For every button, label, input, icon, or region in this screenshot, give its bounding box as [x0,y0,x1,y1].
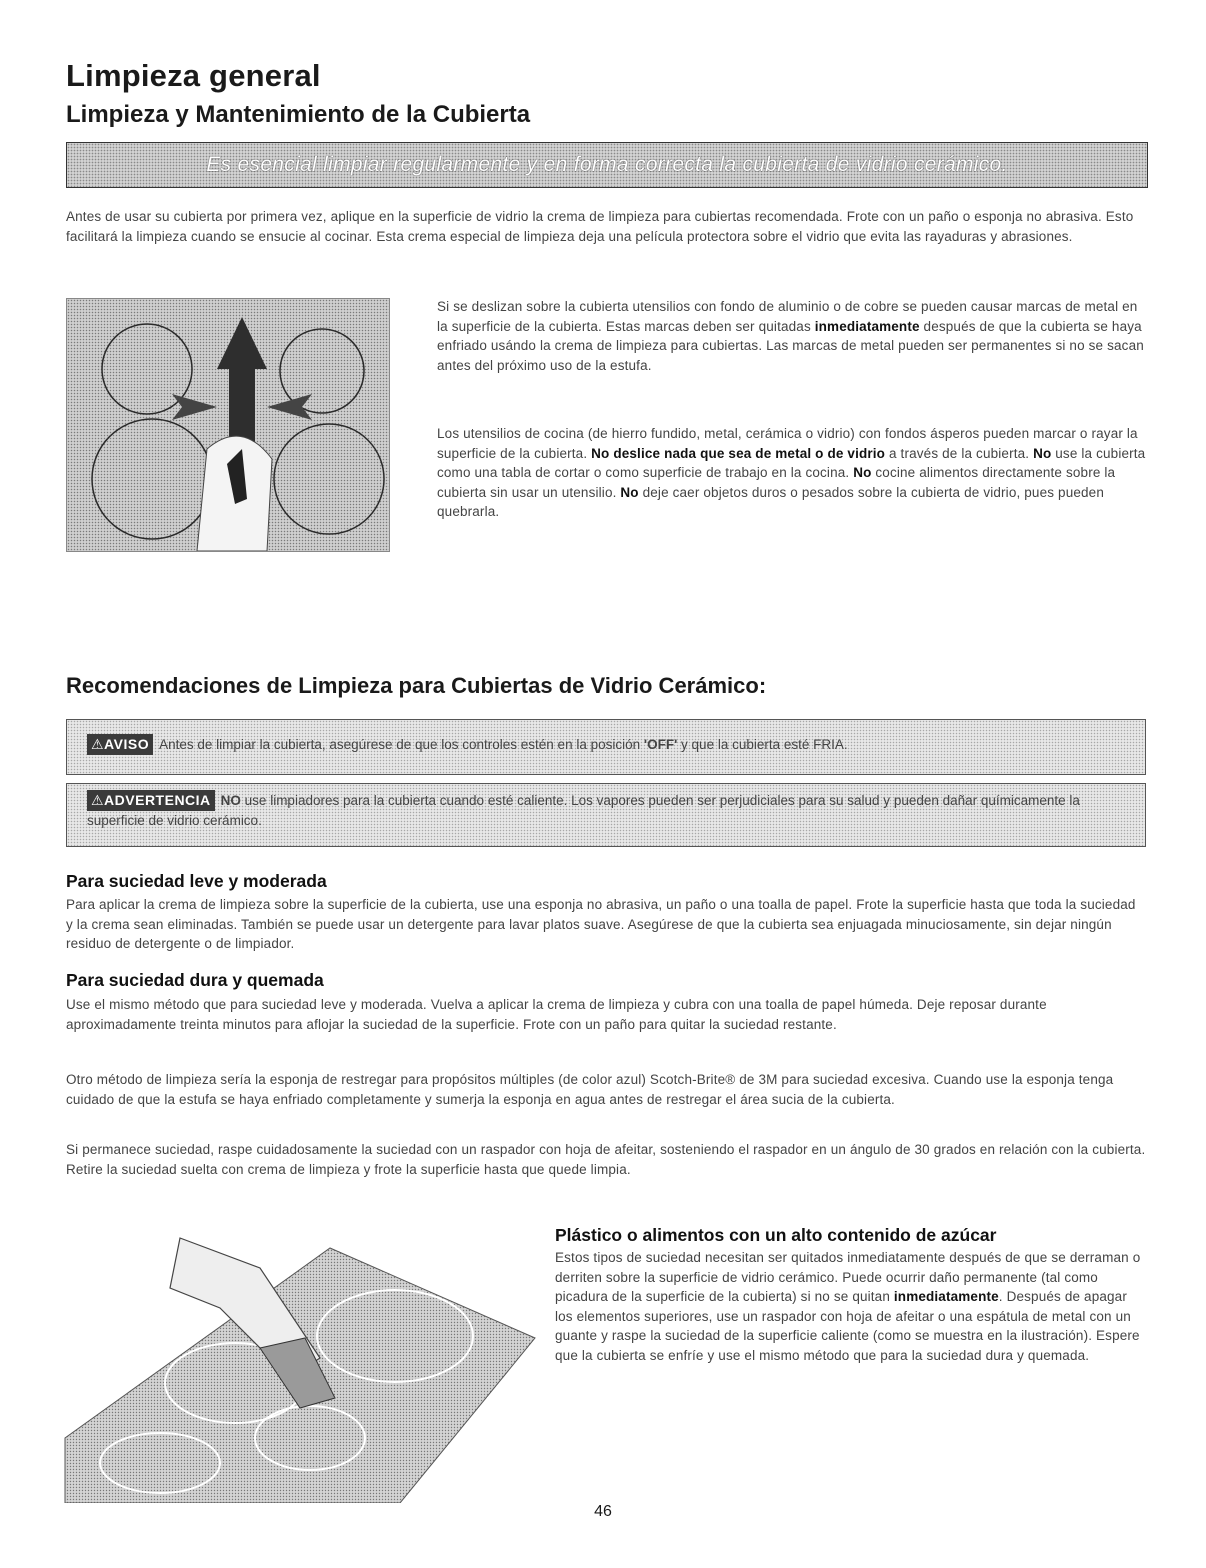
heavy-soil-paragraph-3: Si permanece suciedad, raspe cuidadosamente la suciedad con un raspador con hoja de afeitar, sosteniendo el raspador en un ángulo de 30 grados en relación con la cubierta. Retire la suciedad suelta con crema de limpieza y frote la superficie hasta que quede limpia. [66,1142,1146,1177]
advertencia-content: ⚠ADVERTENCIA NO use limpiadores para la cubierta cuando esté caliente. Los vapores pueden ser perjudiciales para su salud y pueden dañar químicamente la superficie de vidrio cerámico. [87,792,1080,828]
section-subtitle: Limpieza y Mantenimiento de la Cubierta [66,101,531,128]
light-soil-paragraph: Para aplicar la crema de limpieza sobre la superficie de la cubierta, use una esponja no abrasiva, un paño o una toalla de papel. Frote la superficie hasta que toda la suciedad y la crema sean eliminadas. También se puede usar un detergente para lavar platos suave. Asegúrese de que la cubierta sea enjuagada minuciosamente, sin dejar ningún residuo de detergente o de limpiador. [66,897,1136,951]
intro-paragraph: Antes de usar su cubierta por primera vez, aplique en la superficie de vidrio la crema de limpieza para cubiertas recomendada. Frote con un paño o esponja no abrasiva. Esto facilitará la limpieza cuando se ensucie al cocinar. Esta crema especial de limpieza deja una película protectora sobre el vidrio que evita las rayaduras y abrasiones. [66,209,1134,244]
aluminum-marks-paragraph: Si se deslizan sobre la cubierta utensilios con fondo de aluminio o de cobre se pueden causar marcas de metal en la superficie de la cubierta. Estas marcas deben ser quitadas inmediatamente después de que la cubierta se haya enfriado usándo la crema de limpieza para cubiertas. Las marcas de metal pueden ser permanentes si no se sacan antes del próximo uso de la estufa. [437,299,1144,373]
advertencia-box [66,783,1146,847]
plastic-sugar-heading: Plástico o alimentos con un alto contenido de azúcar [555,1225,997,1245]
banner-text: Es esencial limpiar regularmente y en forma correcta la cubierta de vidrio cerámico. [206,153,1008,176]
scraper-illustration [60,1228,550,1503]
aviso-box [66,719,1146,775]
aviso-tag: ⚠AVISO [87,734,153,755]
warning-banner [66,142,1148,188]
heavy-soil-paragraph-1: Use el mismo método que para suciedad leve y moderada. Vuelva a aplicar la crema de limpieza y cubra con una toalla de papel húmeda. Deje reposar durante aproximadamente treinta minutos para aflojar la suciedad de la superficie. Frote con un paño para quitar la suciedad restante. [66,997,1047,1032]
cooktop-illustration [66,298,390,552]
recommendations-heading: Recomendaciones de Limpieza para Cubiertas de Vidrio Cerámico: [66,673,767,698]
cooktop-drawing [67,299,389,551]
arrow-left-icon [172,394,217,420]
advertencia-tag: ⚠ADVERTENCIA [87,790,215,811]
heavy-soil-heading: Para suciedad dura y quemada [66,970,324,990]
heavy-soil-paragraph-2: Otro método de limpieza sería la esponja de restregar para propósitos múltiples (de color azul) Scotch-Brite® de 3M para suciedad excesiva. Cuando use la esponja tenga cuidado de que la estufa se haya enfriado completamente y sumerja la esponja en agua antes de restregar el área sucia de la cubierta. [66,1072,1114,1107]
burner-circle [274,424,384,534]
utensils-paragraph: Los utensilios de cocina (de hierro fundido, metal, cerámica o vidrio) con fondos ásperos pueden marcar o rayar la superficie de la cubierta. No deslice nada que sea de metal o de vidrio a través de la cubierta. No use la cubierta como una tabla de cortar o como superficie de trabajo en la cocina. No cocine alimentos directamente sobre la cubierta sin usar un utensilio. No deje caer objetos duros o pesados sobre la cubierta de vidrio, pues pueden quebrarla. [437,426,1146,519]
aviso-content: ⚠AVISO Antes de limpiar la cubierta, asegúrese de que los controles estén en la posición 'OFF' y que la cubierta esté FRIA. [67,720,1145,769]
page-title: Limpieza general [66,58,321,93]
page-number: 46 [594,1503,612,1520]
burner-circle [92,419,212,539]
light-soil-heading: Para suciedad leve y moderada [66,871,327,891]
plastic-sugar-paragraph: Estos tipos de suciedad necesitan ser quitados inmediatamente después de que se derraman o derriten sobre la superficie de vidrio cerámico. Puede ocurrir daño permanente (tal como picadura de la superficie de la cubierta) si no se quitan inmediatamente. Después de apagar los elementos superiores, use un raspador con hoja de afeitar o una espátula de metal con un guante y raspe la suciedad de la superficie caliente (como se muestra en la ilustración). Espere que la cubierta se enfríe y use el mismo método que para la suciedad dura y quemada. [555,1250,1141,1363]
